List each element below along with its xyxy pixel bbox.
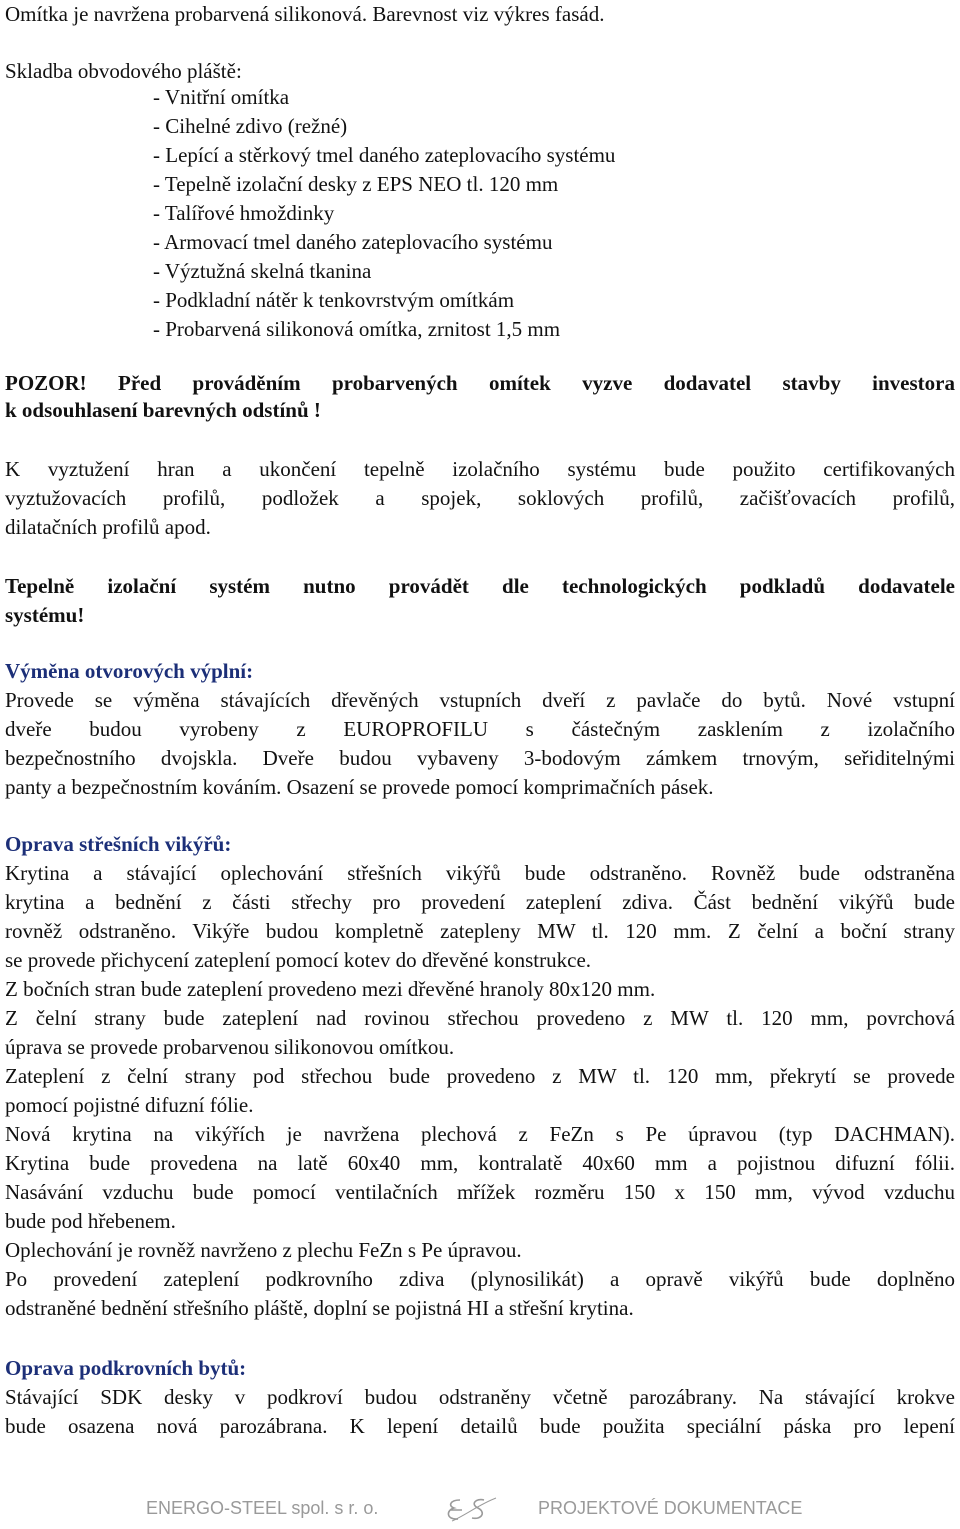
skladba-item: - Armovací tmel daného zateplovacího systému (153, 230, 553, 254)
vyztuzeni-text: dilatačních profilů apod. (5, 515, 211, 539)
oprava-vikyru-text: úprava se provede probarvenou silikonovou omítkou. (5, 1035, 455, 1059)
pozor-warning: POZOR! Před prováděním probarvených omítek vyzve dodavatel stavby investora (5, 371, 955, 395)
oprava-vikyru-text: Nová krytina na vikýřích je navržena plechová z FeZn s Pe úpravou (typ DACHMAN). (5, 1122, 955, 1146)
skladba-item: - Cihelné zdivo (režné) (153, 114, 348, 138)
system-note: systému! (5, 603, 85, 627)
pozor-warning: k odsouhlasení barevných odstínů ! (5, 398, 321, 422)
vymena-text: Provede se výměna stávajících dřevěných vstupních dveří z pavlače do bytů. Nové vstupní (5, 688, 955, 712)
vymena-text: panty a bezpečnostním kováním. Osazení se provede pomocí komprimačních pásek. (5, 775, 714, 799)
vymena-text: dveře budou vyrobeny z EUROPROFILU s částečným zasklením z izolačního (5, 717, 955, 741)
footer-company: ENERGO-STEEL spol. s r. o. (146, 1498, 379, 1518)
vyztuzeni-text: vyztužovacích profilů, podložek a spojek, soklových profilů, začišťovacích profilů, (5, 486, 955, 510)
page-footer (0, 1494, 960, 1524)
oprava-vikyru-text: se provede přichycení zateplení pomocí kotev do dřevěné konstrukce. (5, 948, 592, 972)
skladba-item: - Tepelně izolační desky z EPS NEO tl. 120 mm (153, 172, 559, 196)
skladba-item: - Probarvená silikonová omítka, zrnitost 1,5 mm (153, 317, 561, 341)
footer-doc-type: PROJEKTOVÉ DOKUMENTACE (538, 1498, 803, 1518)
oprava-vikyru-text: Z čelní strany bude zateplení nad rovinou střechou provedeno z MW tl. 120 mm, povrchová (5, 1006, 955, 1030)
skladba-title: Skladba obvodového pláště: (5, 59, 242, 83)
oprava-vikyru-text: rovněž odstraněno. Vikýře budou kompletně zatepleny MW tl. 120 mm. Z čelní a boční strany (5, 919, 955, 943)
skladba-item: - Podkladní nátěr k tenkovrstvým omítkám (153, 288, 515, 312)
oprava-bytu-text: Stávající SDK desky v podkroví budou odstraněny včetně parozábrany. Na stávající krokve (5, 1385, 955, 1409)
vymena-text: bezpečnostního dvojskla. Dveře budou vybaveny 3-bodovým zámkem trnovým, seřiditelnými (5, 746, 955, 770)
intro-text: Omítka je navržena probarvená silikonová. Barevnost viz výkres fasád. (5, 2, 605, 26)
skladba-item: - Výztužná skelná tkanina (153, 259, 372, 283)
oprava-vikyru-text: pomocí pojistné difuzní fólie. (5, 1093, 254, 1117)
oprava-vikyru-text: Nasávání vzduchu bude pomocí ventilačních mřížek rozměru 150 x 150 mm, vývod vzduchu (5, 1180, 955, 1204)
oprava-vikyru-text: Krytina a stávající oplechování střešních vikýřů bude odstraněno. Rovněž bude odstraněna (5, 861, 955, 885)
oprava-vikyru-text: Z bočních stran bude zateplení provedeno mezi dřevěné hranoly 80x120 mm. (5, 977, 656, 1001)
oprava-bytu-heading: Oprava podkrovních bytů: (5, 1356, 247, 1380)
skladba-item: - Talířové hmoždinky (153, 201, 335, 225)
oprava-vikyru-text: Po provedení zateplení podkrovního zdiva (plynosilikát) a opravě vikýřů bude doplněno (5, 1267, 955, 1291)
oprava-vikyru-text: Oplechování je rovněž navrženo z plechu FeZn s Pe úpravou. (5, 1238, 522, 1262)
oprava-bytu-text: bude osazena nová parozábrana. K lepení detailů bude použita speciální páska pro lepení (5, 1414, 955, 1438)
oprava-vikyru-text: odstraněné bednění střešního pláště, doplní se pojistná HI a střešní krytina. (5, 1296, 634, 1320)
oprava-vikyru-text: krytina a bednění z části střechy pro provedení zateplení zdiva. Část bednění vikýřů bude (5, 890, 955, 914)
system-note: Tepelně izolační systém nutno provádět dle technologických podkladů dodavatele (5, 574, 955, 598)
oprava-vikyru-text: bude pod hřebenem. (5, 1209, 176, 1233)
oprava-vikyru-text: Krytina bude provedena na latě 60x40 mm, kontralatě 40x60 mm a pojistnou difuzní fólii. (5, 1151, 955, 1175)
vyztuzeni-text: K vyztužení hran a ukončení tepelně izolačního systému bude použito certifikovaných (5, 457, 955, 481)
oprava-vikyru-heading: Oprava střešních vikýřů: (5, 832, 232, 856)
oprava-vikyru-text: Zateplení z čelní strany pod střechou bude provedeno z MW tl. 120 mm, překrytí se provede (5, 1064, 955, 1088)
es-monogram-logo-icon (440, 1494, 500, 1529)
skladba-item: - Lepící a stěrkový tmel daného zateplovacího systému (153, 143, 616, 167)
vymena-heading: Výměna otvorových výplní: (5, 659, 254, 683)
skladba-item: - Vnitřní omítka (153, 85, 290, 109)
